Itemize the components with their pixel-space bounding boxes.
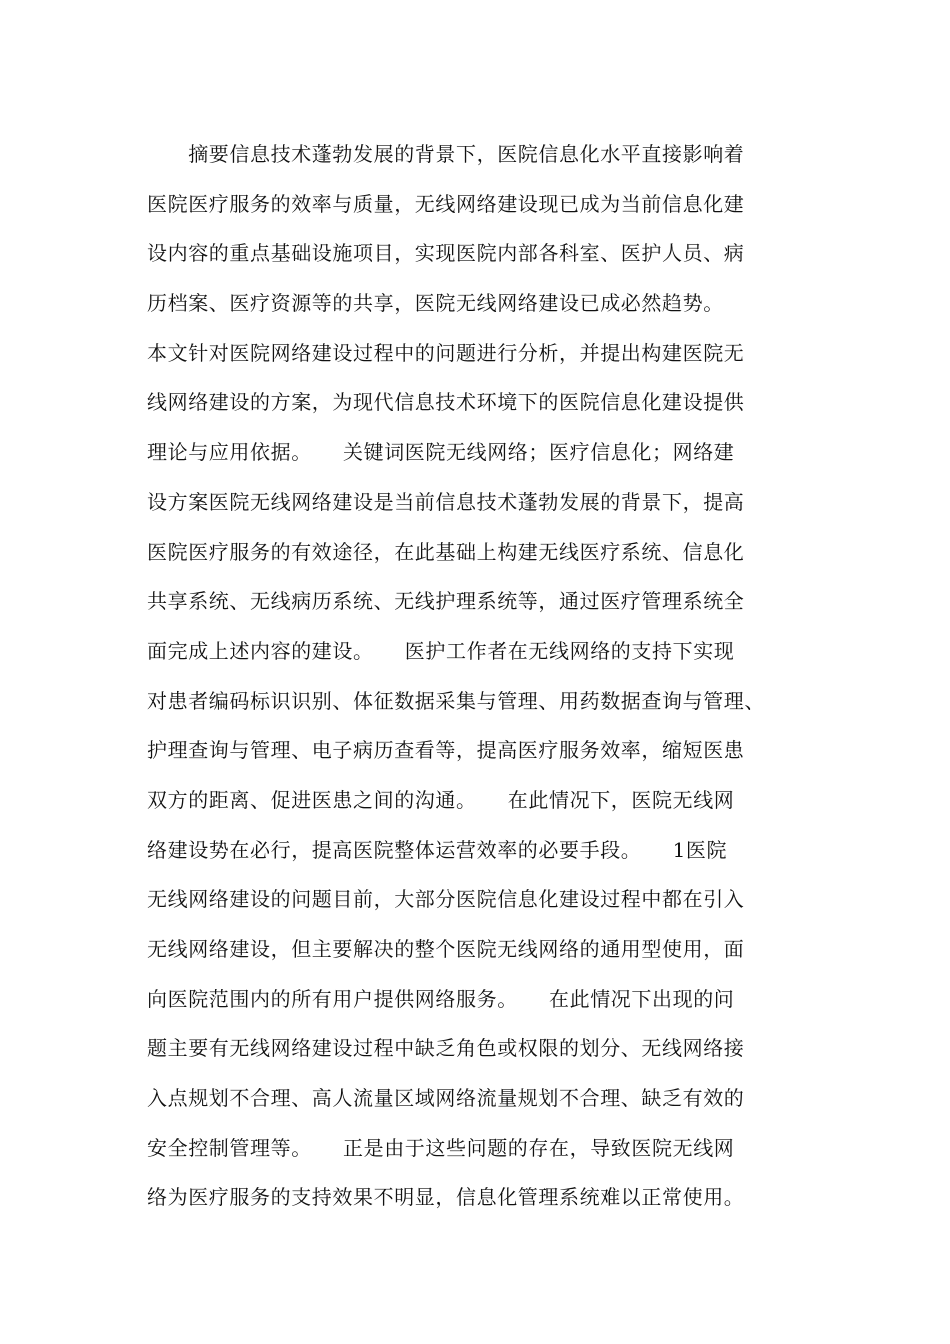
text-line: 本文针对医院网络建设过程中的问题进行分析，并提出构建医院无 [147, 340, 745, 365]
document-body [147, 130, 827, 1223]
text-line: 入点规划不合理、高人流量区域网络流量规划不合理、缺乏有效的 [147, 1086, 745, 1111]
text-line: 线网络建设的方案，为现代信息技术环境下的医院信息化建设提供 [147, 390, 745, 415]
text-line: 设内容的重点基础设施项目，实现医院内部各科室、医护人员、病 [147, 241, 745, 266]
text-line: 对患者编码标识识别、体征数据采集与管理、用药数据查询与管理、 [147, 688, 765, 713]
text-line: 向医院范围内的所有用户提供网络服务。 在此情况下出现的问 [147, 986, 735, 1011]
text-line: 络建设势在必行，提高医院整体运营效率的必要手段。 1医院 [147, 837, 728, 862]
text-line: 医院医疗服务的效率与质量，无线网络建设现已成为当前信息化建 [147, 191, 745, 216]
text-line: 历档案、医疗资源等的共享，医院无线网络建设已成必然趋势。 [147, 291, 724, 316]
text-line: 面完成上述内容的建设。 医护工作者在无线网络的支持下实现 [147, 638, 735, 663]
text-line: 设方案医院无线网络建设是当前信息技术蓬勃发展的背景下，提高 [147, 489, 745, 514]
text-line: 无线网络建设的问题目前，大部分医院信息化建设过程中都在引入 [147, 887, 745, 912]
text-line: 护理查询与管理、电子病历查看等，提高医疗服务效率，缩短医患 [147, 738, 745, 763]
text-line: 题主要有无线网络建设过程中缺乏角色或权限的划分、无线网络接 [147, 1036, 745, 1061]
text-line: 无线网络建设，但主要解决的整个医院无线网络的通用型使用，面 [147, 937, 745, 961]
text-line: 络为医疗服务的支持效果不明显，信息化管理系统难以正常使用。 [147, 1185, 745, 1210]
text-line: 医院医疗服务的有效途径，在此基础上构建无线医疗系统、信息化 [147, 539, 745, 564]
text-line: 双方的距离、促进医患之间的沟通。 在此情况下，医院无线网 [147, 787, 735, 812]
text-line: 摘要信息技术蓬勃发展的背景下，医院信息化水平直接影响着 [147, 142, 745, 166]
text-line: 共享系统、无线病历系统、无线护理系统等，通过医疗管理系统全 [147, 589, 745, 614]
text-line: 安全控制管理等。 正是由于这些问题的存在，导致医院无线网 [147, 1135, 735, 1160]
text-line: 理论与应用依据。 关键词医院无线网络；医疗信息化；网络建 [147, 440, 735, 465]
